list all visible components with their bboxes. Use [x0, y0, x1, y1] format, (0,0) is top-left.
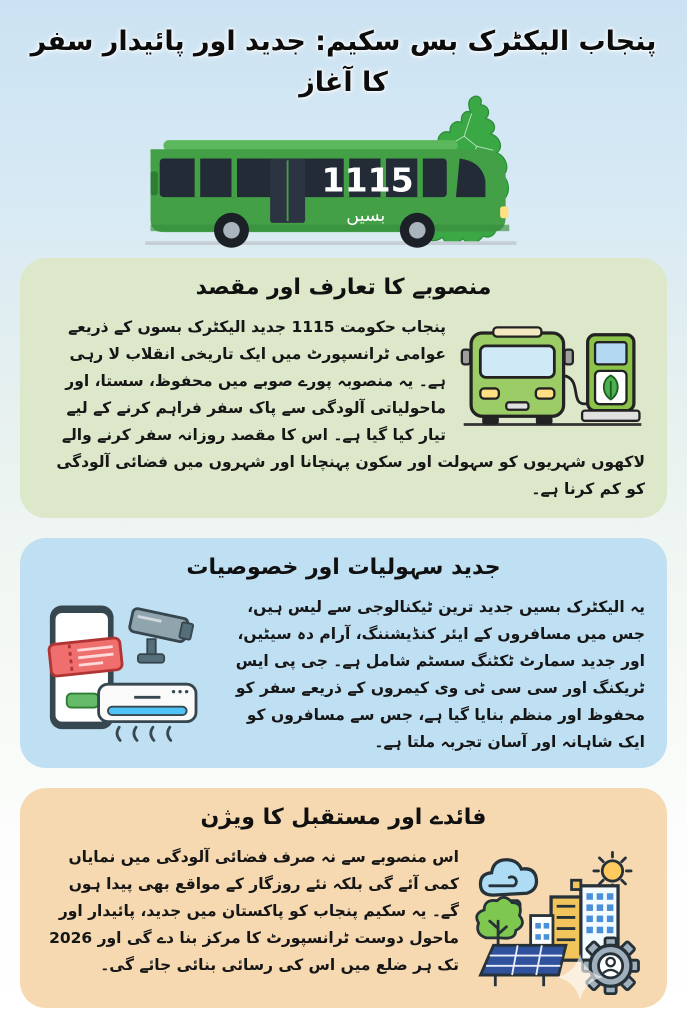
sparkle-icon — [557, 954, 603, 1000]
section-benefits-vision — [20, 788, 667, 1008]
section-heading: فائدے اور مستقبل کا ویژن — [200, 805, 487, 830]
hero-illustration — [0, 90, 687, 258]
ticket-icon — [49, 637, 123, 676]
ev-charging-station-icon — [460, 318, 645, 433]
section-body: یہ الیکٹرک بسیں جدید ترین ٹیکنالوجی سے لیس ہیں، جس میں مسافروں کے ایئر کنڈیشننگ، آرام دہ سیٹیں، اور جدید سمارٹ ٹکٹنگ سسٹم شامل ہے۔ جی پی ایس ٹریکنگ اور سی سی ٹی وی کیمروں کے ذریعے سفر کو محفوظ اور منظم بنایا گیا ہے، جس سے مسافروں کو ایک شاہانہ اور آسان تجربہ ملتا ہے۔ — [235, 597, 645, 751]
section-features — [20, 538, 667, 768]
cctv-camera-icon — [129, 608, 194, 663]
section-heading: جدید سہولیات اور خصوصیات — [186, 555, 501, 580]
section-intro-purpose — [20, 258, 667, 518]
bus-charging-illustration — [460, 318, 645, 437]
sun-icon — [594, 852, 631, 889]
air-conditioner-icon — [99, 684, 196, 740]
electric-bus-icon — [128, 118, 530, 256]
bus-number: 1115 — [321, 160, 414, 200]
section-body: اس منصوبے سے نہ صرف فضائی آلودگی میں نمایاں کمی آئے گی بلکہ نئے روزگار کے مواقع بھی پیدا ہوں گے۔ یہ سکیم پنجاب کو پاکستان میں جدید، پائیدار اور ماحول دوست ٹرانسپورٹ کا مرکز بنا دے گی اور 2026 تک ہر ضلع میں اس کی رسائی بنائی جائے گی۔ — [49, 847, 459, 974]
section-body: پنجاب حکومت 1115 جدید الیکٹرک بسوں کے ذریعے عوامی ٹرانسپورٹ میں ایک تاریخی انقلاب لا رہی ہے۔ یہ منصوبہ پورے صوبے میں محفوظ، سستا، اور ماحولیاتی آلودگی سے پاک سفر فراہم کرنے کے لیے تیار کیا گیا ہے۔ اس کا مقصد روزانہ سفر کرنے والے لاکھوں شہریوں کو سہولت اور سکون پہنچانا اور شہروں میں فضائی آلودگی کو کم کرنا ہے۔ — [56, 317, 645, 498]
solar-panel-icon — [480, 945, 566, 986]
page-title: پنجاب الیکٹرک بس سکیم: جدید اور پائیدار سفر کا آغاز — [30, 26, 657, 98]
mobile-ticketing-icon — [42, 598, 202, 746]
bus-side-label: بسیں — [346, 206, 386, 227]
smart-features-illustration — [42, 598, 202, 750]
section-heading: منصوبے کا تعارف اور مقصد — [195, 275, 492, 300]
